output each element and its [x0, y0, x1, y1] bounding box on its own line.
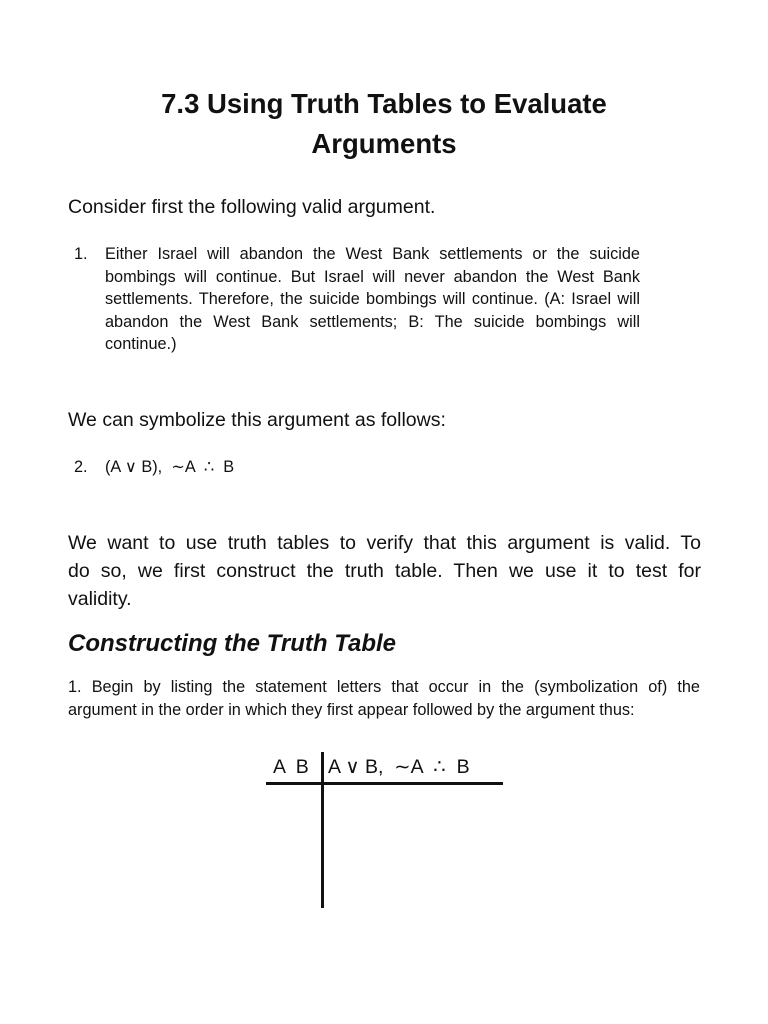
- argument-item-1: [68, 243, 640, 356]
- truth-table-argument-header: A ∨ B, ∼A ∴ B: [328, 756, 470, 778]
- truth-table-divider: [321, 752, 324, 908]
- page-title: [68, 84, 700, 164]
- step-1-text: [68, 676, 700, 721]
- item-number: 2.: [74, 458, 88, 476]
- truth-table: [266, 752, 503, 908]
- title-line-1: 7.3 Using Truth Tables to Evaluate: [161, 88, 607, 119]
- step-line-2: argument in the order in which they first appear followed by the argument thus:: [68, 700, 635, 719]
- section-subheading: Constructing the Truth Table: [68, 630, 396, 657]
- step-line-1: 1. Begin by listing the statement letters that occur in the (symbolization of) the: [68, 678, 700, 696]
- paragraph-line-1: We want to use truth tables to verify that this argument is valid. To: [68, 532, 701, 554]
- paragraph-line-2: do so, we first construct the truth table. Then we use it to test for: [68, 560, 701, 582]
- item-number: 1.: [74, 245, 88, 263]
- verification-paragraph: [68, 529, 701, 613]
- symbolized-argument: (A ∨ B), ∼A ∴ B: [105, 458, 235, 476]
- truth-table-letters-header: A B: [273, 756, 309, 778]
- truth-table-header-rule: [266, 782, 503, 785]
- title-line-2: Arguments: [311, 128, 457, 159]
- argument-text: Either Israel will abandon the West Bank settlements or the suicide bombings will continue. But Israel will never abandon the West Bank settlements. Therefore, the suicide bombings will continue. (A: Israel will abandon the West Bank settlements; B: The suicide bombings will continue.): [105, 245, 640, 353]
- argument-item-2: [68, 456, 640, 479]
- intro-text: Consider first the following valid argument.: [68, 196, 436, 218]
- symbolize-heading: We can symbolize this argument as follows:: [68, 409, 446, 431]
- paragraph-line-3: validity.: [68, 588, 132, 610]
